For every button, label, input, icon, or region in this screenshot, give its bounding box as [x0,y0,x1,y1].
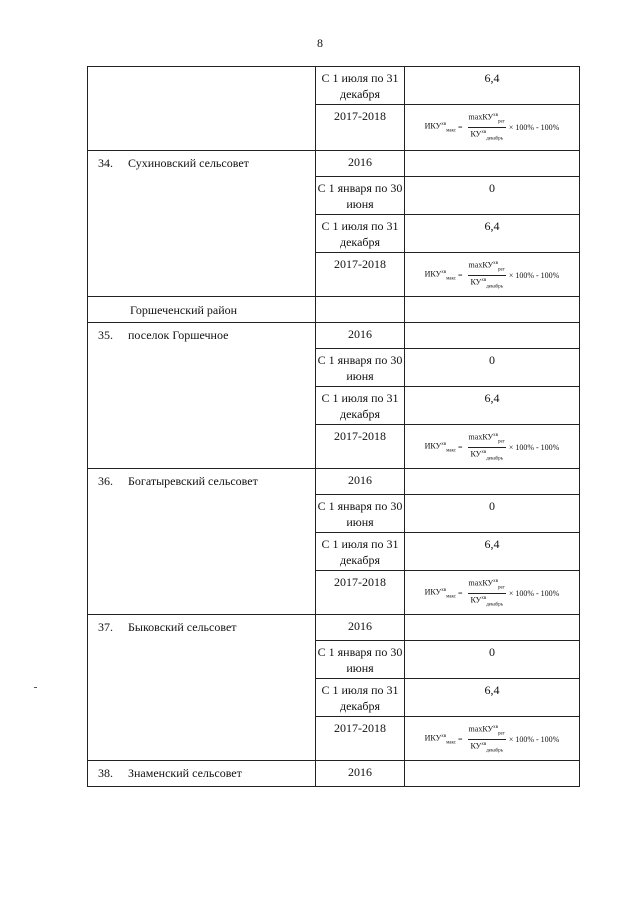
formula-cell [405,717,580,761]
formula-tail: × 100% - 100% [508,122,560,132]
tariff-formula [425,425,560,465]
value-cell: 0 [405,495,580,533]
formula-cell [405,425,580,469]
formula-fraction: $\frac{\max КУ^{хв}_{рег}}{КУ^{хв}_{декабрь}}$ [468,432,505,462]
value-cell: 6,4 [405,215,580,253]
formula-equals: = [458,122,463,132]
value-cell [405,469,580,495]
table-row [88,323,580,349]
value-cell: 6,4 [405,67,580,105]
period-cell: С 1 июля по 31 декабря [316,67,405,105]
period-cell: 2016 [316,761,405,787]
formula-lhs: $ИКУ^{хв}_{макс}$ [424,733,457,745]
formula-fraction: $\frac{\max КУ^{хв}_{рег}}{КУ^{хв}_{декабрь}}$ [468,112,505,142]
value-cell [405,615,580,641]
table-row [88,469,580,495]
value-cell: 6,4 [405,387,580,425]
tariff-table [87,66,580,787]
formula-equals: = [458,270,463,280]
settlement-name: Сухиновский сельсовет [128,156,249,170]
period-cell: 2017-2018 [316,253,405,297]
value-cell [405,151,580,177]
value-cell: 6,4 [405,679,580,717]
formula-lhs: $ИКУ^{хв}_{макс}$ [424,121,457,133]
tariff-formula [425,571,560,611]
row-number: 34. [98,156,113,170]
settlement-cell [88,615,316,761]
settlement-name: Богатыревский сельсовет [128,474,258,488]
period-cell: 2016 [316,469,405,495]
period-cell: 2016 [316,151,405,177]
settlement-cell [88,469,316,615]
value-cell [405,297,580,323]
page-number: 8 [317,36,323,50]
settlement-cell [88,323,316,469]
period-cell: 2017-2018 [316,717,405,761]
formula-tail: × 100% - 100% [508,442,560,452]
period-cell: 2017-2018 [316,105,405,151]
formula-cell [405,253,580,297]
formula-fraction: $\frac{\max КУ^{хв}_{рег}}{КУ^{хв}_{декабрь}}$ [468,724,505,754]
period-cell: С 1 июля по 31 декабря [316,387,405,425]
formula-lhs: $ИКУ^{хв}_{макс}$ [424,441,457,453]
row-number: 35. [98,328,113,342]
district-cell [88,297,316,323]
period-cell: 2016 [316,323,405,349]
formula-lhs: $ИКУ^{хв}_{макс}$ [424,269,457,281]
formula-equals: = [458,734,463,744]
table-row [88,615,580,641]
tariff-formula [425,253,560,293]
settlement-name: Быковский сельсовет [128,620,237,634]
value-cell: 6,4 [405,533,580,571]
table-row [88,151,580,177]
settlement-cell [88,151,316,297]
row-number: 38. [98,766,113,780]
formula-equals: = [458,588,463,598]
formula-cell [405,571,580,615]
value-cell: 0 [405,349,580,387]
tariff-formula [425,105,560,145]
formula-fraction: $\frac{\max КУ^{хв}_{рег}}{КУ^{хв}_{декабрь}}$ [468,578,505,608]
formula-tail: × 100% - 100% [508,588,560,598]
period-cell: 2017-2018 [316,571,405,615]
value-cell [405,761,580,787]
table-row [88,761,580,787]
settlement-cell [88,67,316,151]
value-cell [405,323,580,349]
period-cell [316,297,405,323]
district-name: Горшеченский район [130,303,238,317]
period-cell: С 1 января по 30 июня [316,177,405,215]
settlement-cell [88,761,316,787]
period-cell: С 1 июля по 31 декабря [316,533,405,571]
formula-cell [405,105,580,151]
formula-tail: × 100% - 100% [508,734,560,744]
scan-mark [34,687,37,688]
period-cell: С 1 января по 30 июня [316,349,405,387]
formula-equals: = [458,442,463,452]
value-cell: 0 [405,641,580,679]
period-cell: С 1 января по 30 июня [316,495,405,533]
period-cell: 2016 [316,615,405,641]
period-cell: 2017-2018 [316,425,405,469]
formula-lhs: $ИКУ^{хв}_{макс}$ [424,587,457,599]
table-row [88,297,580,323]
table-row [88,67,580,105]
period-cell: С 1 января по 30 июня [316,641,405,679]
settlement-name: Знаменский сельсовет [128,766,242,780]
period-cell: С 1 июля по 31 декабря [316,215,405,253]
tariff-formula [425,717,560,757]
row-number: 36. [98,474,113,488]
formula-fraction: $\frac{\max КУ^{хв}_{рег}}{КУ^{хв}_{декабрь}}$ [468,260,505,290]
value-cell: 0 [405,177,580,215]
row-number: 37. [98,620,113,634]
formula-tail: × 100% - 100% [508,270,560,280]
period-cell: С 1 июля по 31 декабря [316,679,405,717]
settlement-name: поселок Горшечное [128,328,229,342]
